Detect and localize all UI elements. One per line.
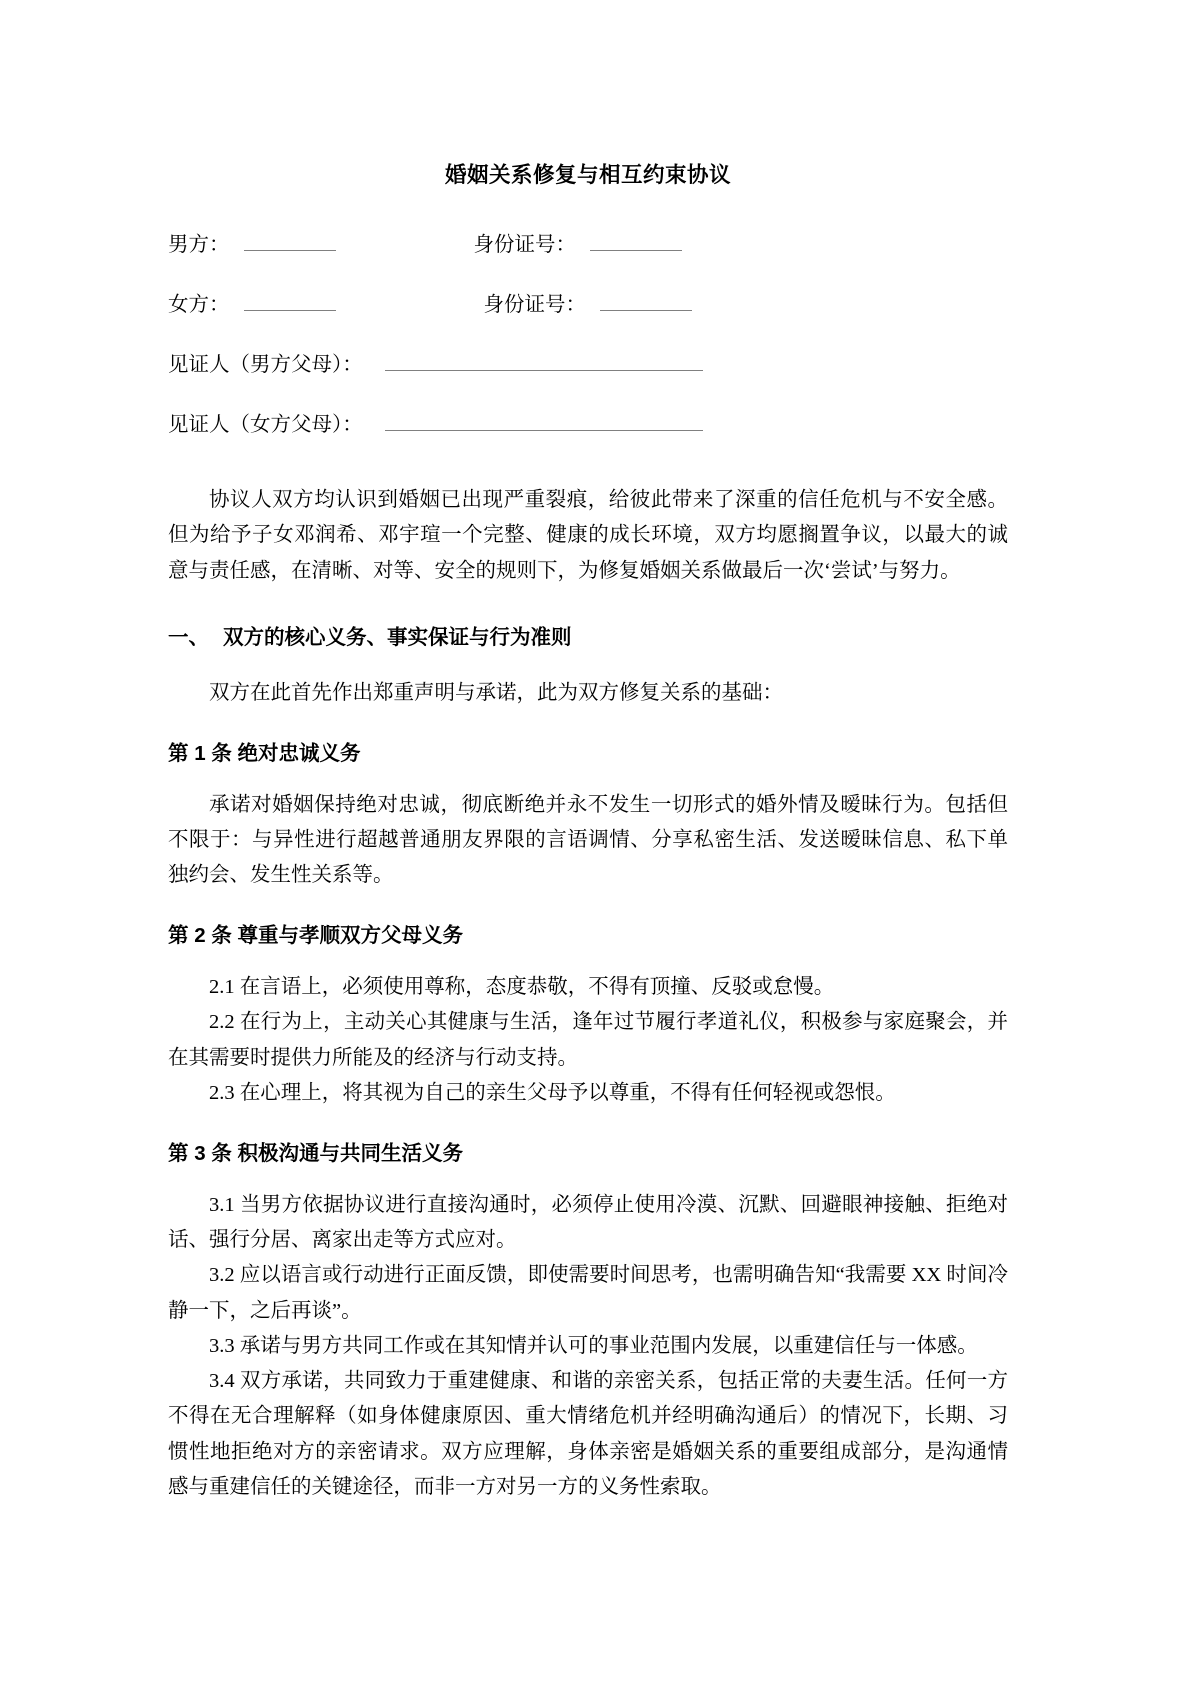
female-party-id-input[interactable] bbox=[600, 293, 692, 311]
clause-1-item-1: 承诺对婚姻保持绝对忠诚，彻底断绝并永不发生一切形式的婚外情及暧昧行为。包括但不限于：与异性进行超越普通朋友界限的言语调情、分享私密生活、发送暧昧信息、私下单独约会、发生性关系等。 bbox=[168, 793, 1008, 887]
male-party-id-label: 身份证号： bbox=[473, 234, 576, 257]
clause-3-item-2: 3.2 应以语言或行动进行正面反馈，即使需要时间思考，也需明确告知“我需要 XX 时间冷静一下，之后再谈”。 bbox=[168, 1264, 1008, 1322]
section-title: 双方的核心义务、事实保证与行为准则 bbox=[223, 625, 572, 649]
female-party-id-label: 身份证号： bbox=[483, 293, 586, 316]
clause-heading-3: 第 3 条 积极沟通与共同生活义务 bbox=[168, 1142, 463, 1166]
witness-male-parents-input[interactable] bbox=[385, 353, 703, 371]
section-intro-paragraph: 双方在此首先作出郑重声明与承诺，此为双方修复关系的基础： bbox=[209, 681, 783, 704]
clause-3-item-3: 3.3 承诺与男方共同工作或在其知情并认可的事业范围内发展，以重建信任与一体感。 bbox=[209, 1334, 978, 1357]
witness-female-parents-label: 见证人（女方父母）： bbox=[168, 414, 363, 437]
clause-2-item-3: 2.3 在心理上，将其视为自己的亲生父母予以尊重，不得有任何轻视或怨恨。 bbox=[209, 1081, 896, 1104]
party-row-male bbox=[168, 230, 1008, 261]
witness-row-male-parents bbox=[168, 350, 1008, 381]
clause-3-body bbox=[168, 1188, 1008, 1505]
clause-2-item-2: 2.2 在行为上，主动关心其健康与生活，逢年过节履行孝道礼仪，积极参与家庭聚会，并在其需要时提供力所能及的经济与行动支持。 bbox=[168, 1011, 1008, 1069]
male-party-label: 男方： bbox=[168, 234, 230, 257]
section-number: 一、 bbox=[168, 625, 209, 649]
female-party-name-input[interactable] bbox=[244, 293, 336, 311]
clause-2-item-1: 2.1 在言语上，必须使用尊称，态度恭敬，不得有顶撞、反驳或怠慢。 bbox=[209, 976, 835, 999]
clause-heading-1: 第 1 条 绝对忠诚义务 bbox=[168, 741, 361, 765]
witness-male-parents-label: 见证人（男方父母）： bbox=[168, 353, 363, 376]
page-title: 婚姻关系修复与相互约束协议 bbox=[444, 163, 731, 187]
section-heading-1 bbox=[168, 623, 1008, 654]
witness-row-female-parents bbox=[168, 410, 1008, 441]
male-party-id-input[interactable] bbox=[590, 233, 682, 251]
clause-2-body bbox=[168, 970, 1008, 1111]
witness-female-parents-input[interactable] bbox=[385, 413, 703, 431]
preamble-paragraph: 协议人双方均认识到婚姻已出现严重裂痕，给彼此带来了深重的信任危机与不安全感。但为给予子女邓润希、邓宇瑄一个完整、健康的成长环境，双方均愿搁置争议，以最大的诚意与责任感，在清晰、对等、安全的规则下，为修复婚姻关系做最后一次‘尝试’与努力。 bbox=[168, 489, 1008, 582]
party-row-female bbox=[168, 290, 1008, 321]
male-party-name-input[interactable] bbox=[244, 233, 336, 251]
female-party-label: 女方： bbox=[168, 293, 230, 316]
clause-3-item-4: 3.4 双方承诺，共同致力于重建健康、和谐的亲密关系，包括正常的夫妻生活。任何一方不得在无合理解释（如身体健康原因、重大情绪危机并经明确沟通后）的情况下，长期、习惯性地拒绝对方的亲密请求。双方应理解，身体亲密是婚姻关系的重要组成部分，是沟通情感与重建信任的关键途径，而非一方对另一方的义务性索取。 bbox=[168, 1370, 1008, 1498]
clause-heading-2: 第 2 条 尊重与孝顺双方父母义务 bbox=[168, 924, 463, 948]
clause-3-item-1: 3.1 当男方依据协议进行直接沟通时，必须停止使用冷漠、沉默、回避眼神接触、拒绝对话、强行分居、离家出走等方式应对。 bbox=[168, 1193, 1008, 1252]
